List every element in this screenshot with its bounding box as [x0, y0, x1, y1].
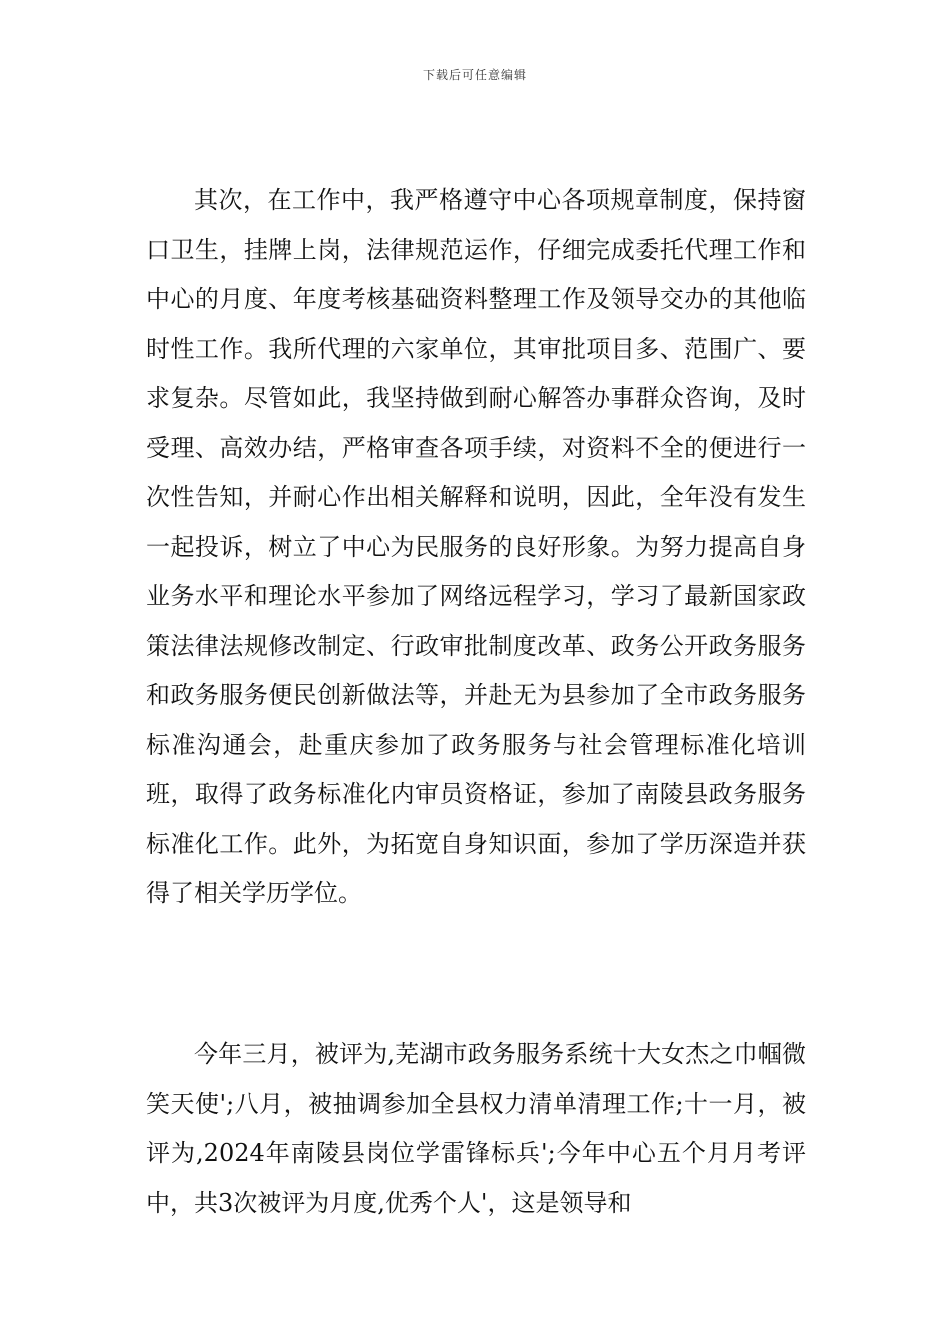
- paragraph-2-container: [146, 1030, 806, 1228]
- paragraph-1-container: [146, 176, 806, 919]
- body-paragraph: 其次，在工作中，我严格遵守中心各项规章制度，保持窗口卫生，挂牌上岗，法律规范运作，仔细完成委托代理工作和中心的月度、年度考核基础资料整理工作及领导交办的其他临时性工作。我所代理的六家单位，其审批项目多、范围广、要求复杂。尽管如此，我坚持做到耐心解答办事群众咨询，及时受理、高效办结，严格审查各项手续，对资料不全的便进行一次性告知，并耐心作出相关解释和说明，因此，全年没有发生一起投诉，树立了中心为民服务的良好形象。为努力提高自身业务水平和理论水平参加了网络远程学习，学习了最新国家政策法律法规修改制定、行政审批制度改革、政务公开政务服务和政务服务便民创新做法等，并赴无为县参加了全市政务服务标准沟通会，赴重庆参加了政务服务与社会管理标准化培训班，取得了政务标准化内审员资格证，参加了南陵县政务服务标准化工作。此外，为拓宽自身知识面，参加了学历深造并获得了相关学历学位。: [146, 186, 806, 907]
- page-header-note: 下载后可任意编辑: [422, 68, 527, 82]
- body-paragraph: 今年三月，被评为,芜湖市政务服务系统十大女杰之巾帼微笑天使';八月，被抽调参加全县权力清单清理工作;十一月，被评为,2024年南陵县岗位学雷锋标兵';今年中心五个月月考评中，共3次被评为月度,优秀个人'，这是领导和: [146, 1040, 806, 1217]
